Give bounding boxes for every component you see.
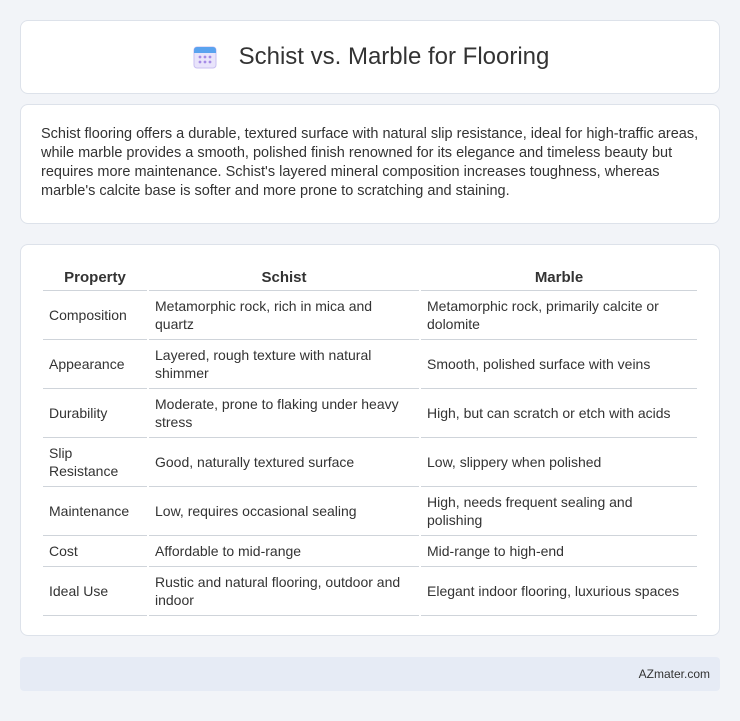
cell-property: Appearance bbox=[43, 340, 147, 389]
cell-marble: Elegant indoor flooring, luxurious spaces bbox=[421, 567, 697, 616]
cell-property: Cost bbox=[43, 536, 147, 567]
table-row bbox=[43, 487, 697, 536]
cell-schist: Rustic and natural flooring, outdoor and indoor bbox=[149, 567, 419, 616]
header-schist: Schist bbox=[149, 265, 419, 291]
cell-property: Composition bbox=[43, 291, 147, 340]
cell-marble: High, needs frequent sealing and polishing bbox=[421, 487, 697, 536]
cell-property: Maintenance bbox=[43, 487, 147, 536]
comparison-table bbox=[41, 265, 699, 616]
table-row bbox=[43, 291, 697, 340]
table-row bbox=[43, 438, 697, 487]
calendar-icon bbox=[191, 43, 219, 71]
cell-schist: Moderate, prone to flaking under heavy stress bbox=[149, 389, 419, 438]
cell-schist: Metamorphic rock, rich in mica and quartz bbox=[149, 291, 419, 340]
footer-brand: AZmater.com bbox=[638, 667, 710, 681]
cell-marble: Metamorphic rock, primarily calcite or dolomite bbox=[421, 291, 697, 340]
cell-schist: Good, naturally textured surface bbox=[149, 438, 419, 487]
cell-schist: Layered, rough texture with natural shimmer bbox=[149, 340, 419, 389]
cell-marble: Low, slippery when polished bbox=[421, 438, 697, 487]
table-row bbox=[43, 536, 697, 567]
footer bbox=[20, 657, 720, 691]
intro-text: Schist flooring offers a durable, textured surface with natural slip resistance, ideal for high-traffic areas, while marble provides a smooth, polished finish renowned for its elegance and timeless beauty but requires more maintenance. Schist's layered mineral composition increases toughness, whereas marble's calcite base is softer and more prone to scratching and staining. bbox=[41, 126, 699, 199]
intro-card bbox=[20, 104, 720, 224]
table-row bbox=[43, 389, 697, 438]
table-header-row bbox=[43, 265, 697, 291]
comparison-card bbox=[20, 244, 720, 636]
title-card bbox=[20, 20, 720, 94]
cell-marble: Mid-range to high-end bbox=[421, 536, 697, 567]
cell-property: Ideal Use bbox=[43, 567, 147, 616]
header-property: Property bbox=[43, 265, 147, 291]
cell-marble: Smooth, polished surface with veins bbox=[421, 340, 697, 389]
table-row bbox=[43, 567, 697, 616]
cell-marble: High, but can scratch or etch with acids bbox=[421, 389, 697, 438]
page-title: Schist vs. Marble for Flooring bbox=[238, 43, 550, 70]
cell-property: Durability bbox=[43, 389, 147, 438]
cell-schist: Affordable to mid-range bbox=[149, 536, 419, 567]
header-marble: Marble bbox=[421, 265, 697, 291]
table-row bbox=[43, 340, 697, 389]
cell-property: Slip Resistance bbox=[43, 438, 147, 487]
cell-schist: Low, requires occasional sealing bbox=[149, 487, 419, 536]
